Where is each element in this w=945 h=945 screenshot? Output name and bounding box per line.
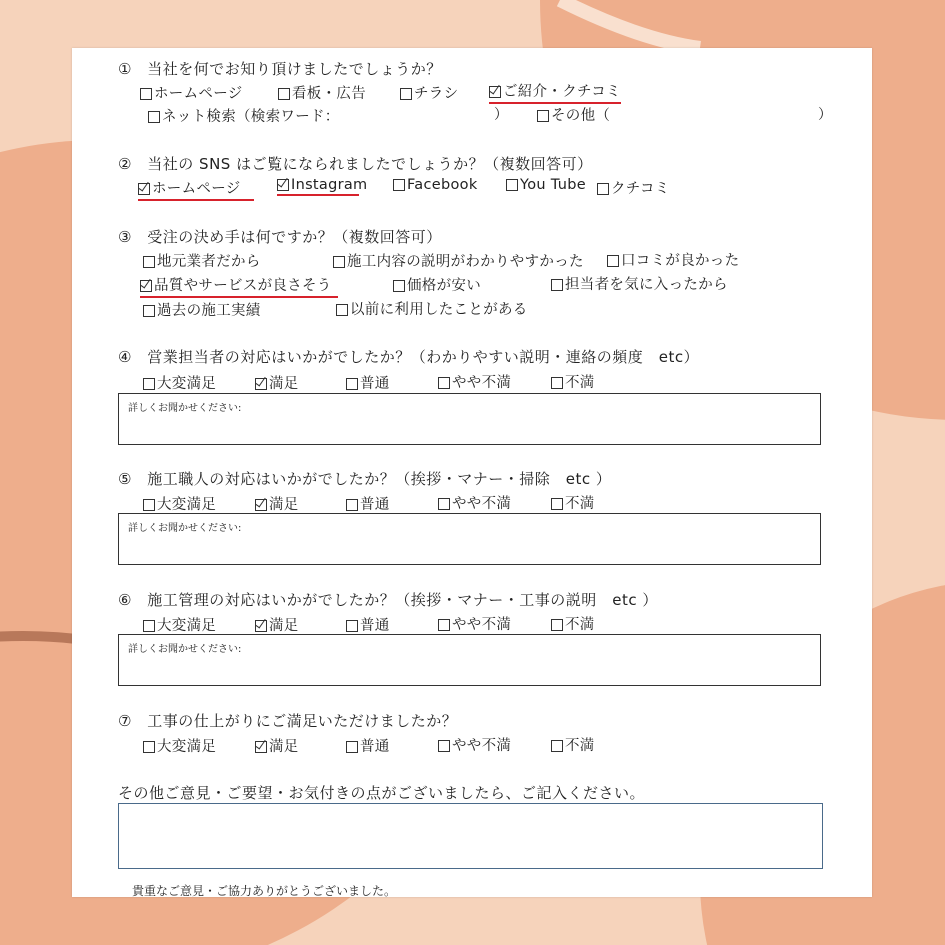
- q1-option-flyer[interactable]: チラシ: [400, 82, 458, 103]
- q1-option-signboard[interactable]: 看板・広告: [278, 82, 366, 103]
- question-text: 当社を何でお知り頂けましたでしょうか？: [147, 60, 442, 78]
- checkbox-checked[interactable]: [255, 741, 267, 753]
- question-text: 営業担当者の対応はいかがでしたか？（わかりやすい説明・連絡の頻度 etc）: [147, 348, 700, 366]
- q6-option-neutral[interactable]: 普通: [346, 614, 390, 635]
- checkbox[interactable]: [438, 498, 450, 510]
- q5-option-satisfied[interactable]: 満足: [255, 493, 299, 514]
- checkbox[interactable]: [143, 741, 155, 753]
- other-comments-textbox[interactable]: [118, 803, 823, 869]
- checkbox[interactable]: [346, 741, 358, 753]
- checkbox-checked[interactable]: [140, 280, 152, 292]
- q1-option-homepage[interactable]: ホームページ: [140, 82, 243, 103]
- checkbox[interactable]: [506, 179, 518, 191]
- q4-option-satisfied[interactable]: 満足: [255, 372, 299, 393]
- checkbox-checked[interactable]: [489, 86, 501, 98]
- q3-option-reviews[interactable]: 口コミが良かった: [607, 249, 739, 270]
- checkbox[interactable]: [148, 111, 160, 123]
- q3-option-track-record[interactable]: 過去の施工実績: [143, 299, 261, 320]
- q5-option-neutral[interactable]: 普通: [346, 493, 390, 514]
- q7-option-satisfied[interactable]: 満足: [255, 735, 299, 756]
- checkbox-checked[interactable]: [277, 179, 289, 191]
- checkbox[interactable]: [140, 88, 152, 100]
- q6-option-satisfied[interactable]: 満足: [255, 614, 299, 635]
- q4-option-very-satisfied[interactable]: 大変満足: [143, 372, 216, 393]
- q1-option-web-search[interactable]: ネット検索（検索ワード：: [148, 105, 340, 126]
- q5-detail-textbox[interactable]: 詳しくお聞かせください:: [118, 513, 821, 565]
- checkbox-checked[interactable]: [255, 499, 267, 511]
- question-6: ⑥ 施工管理の対応はいかがでしたか？（挨拶・マナー・工事の説明 etc ）: [118, 591, 658, 609]
- checkbox[interactable]: [551, 377, 563, 389]
- q1-option-referral[interactable]: ご紹介・クチコミ: [489, 80, 621, 104]
- q3-option-staff[interactable]: 担当者を気に入ったから: [551, 273, 728, 294]
- checkbox[interactable]: [551, 279, 563, 291]
- q2-option-kuchikomi[interactable]: クチコミ: [597, 177, 670, 198]
- checkbox[interactable]: [551, 498, 563, 510]
- q4-option-neutral[interactable]: 普通: [346, 372, 390, 393]
- q3-option-price[interactable]: 価格が安い: [393, 274, 481, 295]
- q5-option-very-satisfied[interactable]: 大変満足: [143, 493, 216, 514]
- q2-option-homepage[interactable]: ホームページ: [138, 177, 254, 201]
- checkbox[interactable]: [346, 620, 358, 632]
- checkbox[interactable]: [346, 378, 358, 390]
- checkbox[interactable]: [346, 499, 358, 511]
- checkbox-checked[interactable]: [138, 183, 150, 195]
- q3-option-local[interactable]: 地元業者だから: [143, 250, 261, 271]
- checkbox[interactable]: [537, 110, 549, 122]
- q7-option-very-satisfied[interactable]: 大変満足: [143, 735, 216, 756]
- question-text: 施工管理の対応はいかがでしたか？（挨拶・マナー・工事の説明 etc ）: [147, 591, 658, 609]
- q1-other-close-paren: ）: [818, 107, 832, 123]
- question-5: ⑤ 施工職人の対応はいかがでしたか？（挨拶・マナー・掃除 etc ）: [118, 470, 612, 488]
- q7-option-somewhat-dissatisfied[interactable]: やや不満: [438, 734, 511, 755]
- question-text: 施工職人の対応はいかがでしたか？（挨拶・マナー・掃除 etc ）: [147, 470, 612, 488]
- question-7: ⑦ 工事の仕上がりにご満足いただけましたか？: [118, 712, 458, 730]
- q4-option-somewhat-dissatisfied[interactable]: やや不満: [438, 371, 511, 392]
- q1-web-search-close-paren: ）: [494, 107, 508, 123]
- q7-option-neutral[interactable]: 普通: [346, 735, 390, 756]
- checkbox[interactable]: [551, 619, 563, 631]
- question-text: 受注の決め手は何ですか？（複数回答可）: [147, 228, 442, 246]
- question-3: ③ 受注の決め手は何ですか？（複数回答可）: [118, 228, 442, 246]
- q7-option-dissatisfied[interactable]: 不満: [551, 734, 595, 755]
- q3-option-quality[interactable]: 品質やサービスが良さそう: [140, 274, 338, 298]
- checkbox[interactable]: [336, 304, 348, 316]
- checkbox[interactable]: [438, 619, 450, 631]
- q2-option-facebook[interactable]: Facebook: [393, 177, 478, 193]
- q6-option-dissatisfied[interactable]: 不満: [551, 613, 595, 634]
- checkbox[interactable]: [143, 499, 155, 511]
- question-4: ④ 営業担当者の対応はいかがでしたか？（わかりやすい説明・連絡の頻度 etc）: [118, 348, 700, 366]
- other-comments-label: その他ご意見・ご要望・お気付きの点がございましたら、ご記入ください。: [118, 784, 646, 802]
- q4-detail-textbox[interactable]: 詳しくお聞かせください:: [118, 393, 821, 445]
- checkbox-checked[interactable]: [255, 620, 267, 632]
- q6-option-very-satisfied[interactable]: 大変満足: [143, 614, 216, 635]
- checkbox[interactable]: [438, 377, 450, 389]
- checkbox[interactable]: [143, 256, 155, 268]
- question-1: [118, 58, 442, 79]
- question-text: 当社の SNS はご覧になられましたでしょうか？（複数回答可）: [147, 155, 593, 173]
- question-number: ①: [118, 60, 132, 78]
- q5-option-somewhat-dissatisfied[interactable]: やや不満: [438, 492, 511, 513]
- q1-option-other[interactable]: その他（: [537, 104, 610, 125]
- q2-option-youtube[interactable]: You Tube: [506, 177, 586, 193]
- checkbox-checked[interactable]: [255, 378, 267, 390]
- q4-option-dissatisfied[interactable]: 不満: [551, 371, 595, 392]
- checkbox[interactable]: [393, 280, 405, 292]
- q3-option-used-before[interactable]: 以前に利用したことがある: [336, 298, 528, 319]
- checkbox[interactable]: [551, 740, 563, 752]
- checkbox[interactable]: [597, 183, 609, 195]
- q5-option-dissatisfied[interactable]: 不満: [551, 492, 595, 513]
- closing-message: 貴重なご意見・ご協力ありがとうございました。: [132, 884, 397, 898]
- q6-option-somewhat-dissatisfied[interactable]: やや不満: [438, 613, 511, 634]
- question-2: ② 当社の SNS はご覧になられましたでしょうか？（複数回答可）: [118, 155, 593, 173]
- checkbox[interactable]: [607, 255, 619, 267]
- checkbox[interactable]: [278, 88, 290, 100]
- q2-option-instagram[interactable]: Instagram: [277, 177, 359, 196]
- checkbox[interactable]: [400, 88, 412, 100]
- checkbox[interactable]: [438, 740, 450, 752]
- checkbox[interactable]: [393, 179, 405, 191]
- checkbox[interactable]: [143, 305, 155, 317]
- checkbox[interactable]: [143, 620, 155, 632]
- q3-option-clear-explanation[interactable]: 施工内容の説明がわかりやすかった: [333, 250, 584, 271]
- question-text: 工事の仕上がりにご満足いただけましたか？: [147, 712, 458, 730]
- checkbox[interactable]: [143, 378, 155, 390]
- checkbox[interactable]: [333, 256, 345, 268]
- q6-detail-textbox[interactable]: 詳しくお聞かせください:: [118, 634, 821, 686]
